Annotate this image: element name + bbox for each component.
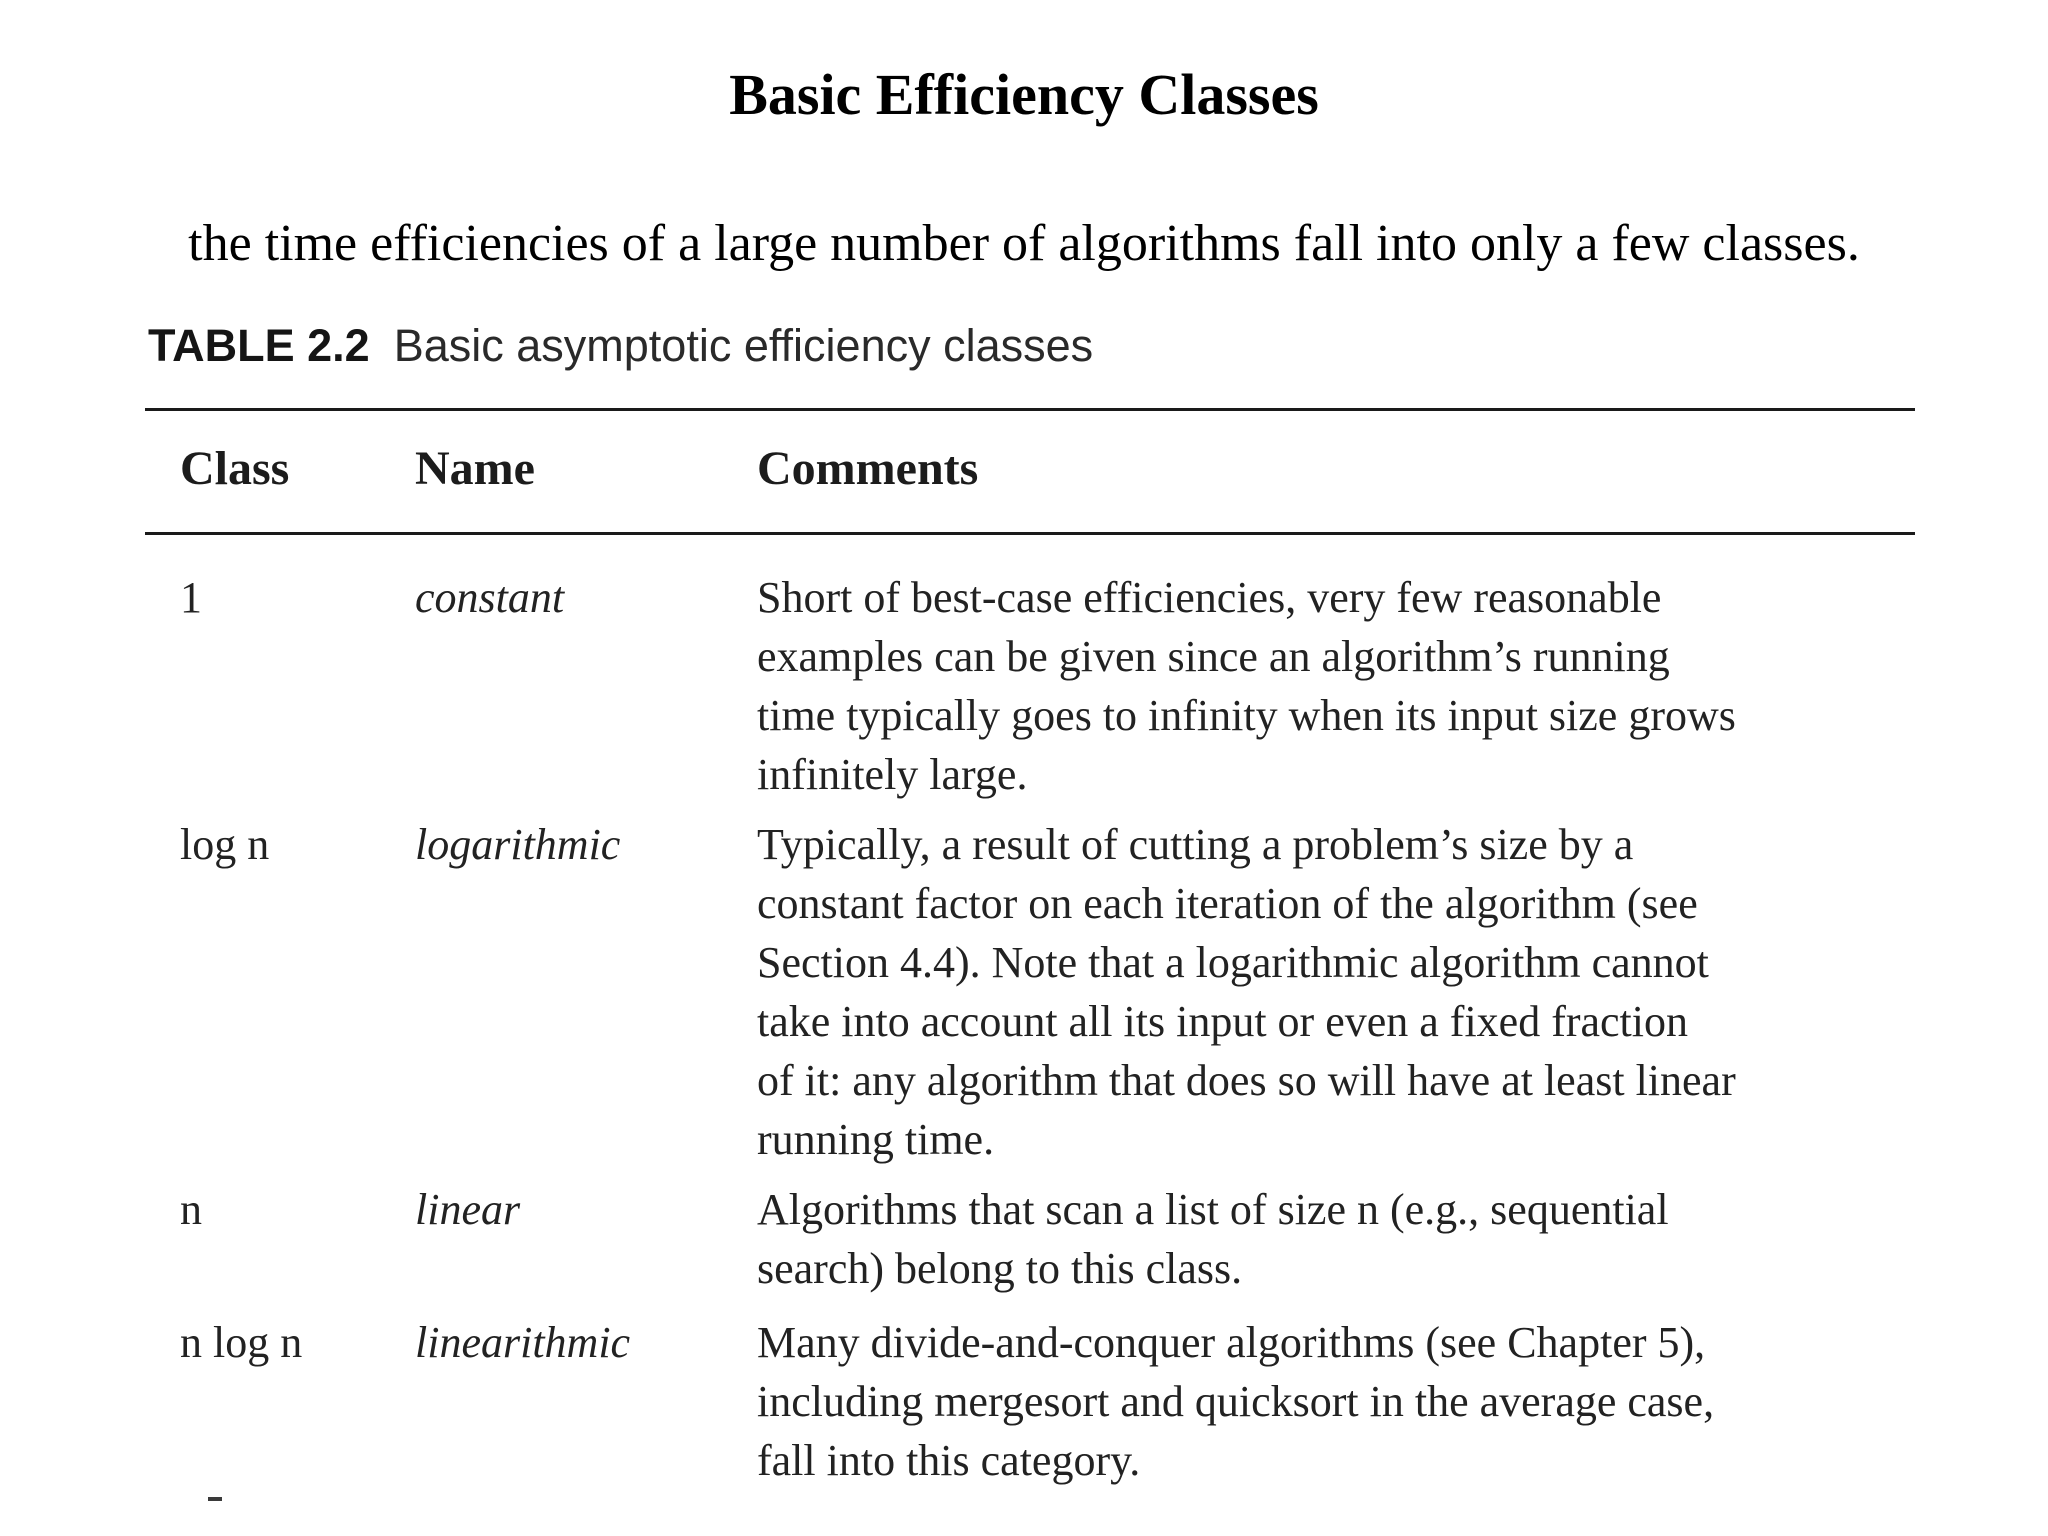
comment-line: constant factor on each iteration of the algorithm (see	[757, 879, 1698, 928]
comment-line: search) belong to this class.	[757, 1244, 1243, 1293]
intro-sentence: the time efficiencies of a large number of algorithms fall into only a few classes.	[188, 215, 1860, 272]
comment-line: take into account all its input or even a fixed fraction	[757, 997, 1689, 1046]
table-caption-text: Basic asymptotic efficiency classes	[393, 320, 1094, 371]
cell-class: log n	[180, 820, 270, 869]
comment-line: time typically goes to infinity when its input size grows	[757, 691, 1736, 740]
comment-line: Algorithms that scan a list of size n (e.g., sequential	[757, 1185, 1669, 1234]
cell-class: n log n	[180, 1318, 303, 1367]
table-caption	[148, 318, 1093, 374]
cell-comment	[757, 1313, 1917, 1490]
cell-comment	[757, 815, 1917, 1169]
table-header-rule	[145, 532, 1915, 535]
cell-name: linearithmic	[415, 1318, 631, 1367]
comment-line: including mergesort and quicksort in the average case,	[757, 1377, 1715, 1426]
cell-name: linear	[415, 1185, 521, 1234]
table-caption-label: TABLE 2.2	[148, 320, 370, 371]
cropped-text-fragment	[208, 1497, 222, 1501]
comment-line: fall into this category.	[757, 1436, 1141, 1485]
table-header-row	[0, 438, 2048, 508]
comment-line: infinitely large.	[757, 750, 1028, 799]
slide-title: Basic Efficiency Classes	[729, 62, 1319, 127]
comment-line: running time.	[757, 1115, 995, 1164]
comment-line: examples can be given since an algorithm’s running	[757, 632, 1670, 681]
comment-line: Typically, a result of cutting a problem’s size by a	[757, 820, 1634, 869]
header-class: Class	[180, 442, 290, 495]
comment-line: of it: any algorithm that does so will have at least linear	[757, 1056, 1736, 1105]
cell-name: logarithmic	[415, 820, 621, 869]
table-top-rule	[145, 408, 1915, 411]
header-name: Name	[415, 442, 535, 495]
cell-class: n	[180, 1185, 202, 1234]
cell-comment	[757, 568, 1917, 804]
cell-class: 1	[180, 573, 202, 622]
header-comments: Comments	[757, 442, 979, 495]
cell-name: constant	[415, 573, 565, 622]
comment-line: Many divide-and-conquer algorithms (see Chapter 5),	[757, 1318, 1706, 1367]
comment-line: Short of best-case efficiencies, very few reasonable	[757, 573, 1662, 622]
comment-line: Section 4.4). Note that a logarithmic algorithm cannot	[757, 938, 1709, 987]
cell-comment	[757, 1180, 1917, 1298]
